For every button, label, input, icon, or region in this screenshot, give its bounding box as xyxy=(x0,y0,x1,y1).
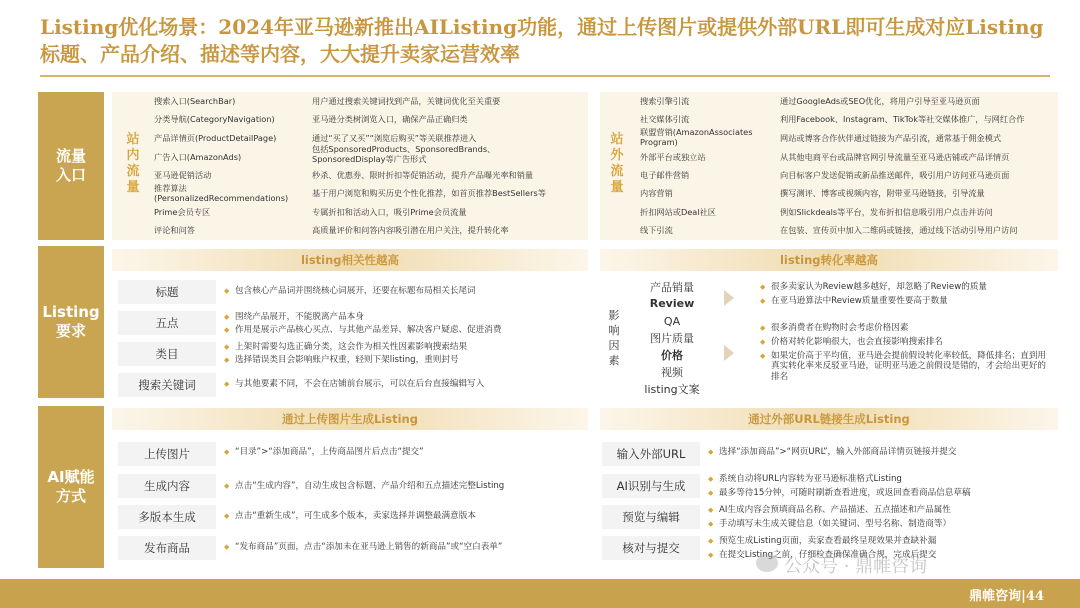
offsite-desc: 网站或博客合作伙伴通过链接为产品引流，通常基于佣金模式 xyxy=(780,133,1002,143)
offsite-desc: 通过GoogleAds或SEO优化，将用户引导至亚马逊页面 xyxy=(780,96,980,106)
onsite-name: 亚马逊促销活动 xyxy=(154,170,212,180)
listing-row-label: 搜索关键词 xyxy=(118,373,216,397)
onsite-name: 推荐算法(PersonalizedRecommendations) xyxy=(154,183,289,203)
offsite-desc: 向目标客户发送促销或新品推送邮件，吸引用户访问亚马逊页面 xyxy=(780,170,1010,180)
offsite-desc: 从其他电商平台或品牌官网引导流量至亚马逊店铺或产品详情页 xyxy=(780,152,1010,162)
ai-step-label: 上传图片 xyxy=(118,442,216,466)
ai-step-bullet: ◆ 选择“添加商品”>“网页URL”，输入外部商品详情页链接并提交 xyxy=(708,447,1052,457)
ai-image-header: 通过上传图片生成Listing xyxy=(112,408,588,430)
offsite-desc: 利用Facebook、Instagram、TikTok等社交媒体推广，与网红合作 xyxy=(780,114,1025,124)
onsite-name: 产品详情页(ProductDetailPage) xyxy=(154,133,277,143)
watermark: 公众号 · 鼎帷咨询 xyxy=(784,556,928,577)
listing-bullet: ◆ 上架时需要勾选正确分类，这会作为相关性因素影响搜索结果 xyxy=(224,342,594,352)
offsite-name: 联盟营销(AmazonAssociates Program) xyxy=(640,127,753,147)
ai-step-bullet: ◆ 手动填写未生成关键信息（如关键词、型号名称、制造商等） xyxy=(708,519,1052,529)
onsite-desc: 基于用户浏览和购买历史个性化推荐，如首页推荐BestSellers等 xyxy=(312,188,546,198)
onsite-desc: 亚马逊分类树浏览入口，确保产品正确归类 xyxy=(312,114,468,124)
ai-url-header: 通过外部URL链接生成Listing xyxy=(600,408,1058,430)
onsite-desc: 包括SponsoredProducts、SponsoredBrands、SponsoredDisplay等广告形式 xyxy=(312,144,496,164)
listing-bullet: ◆ 围绕产品展开，不能脱离产品本身 xyxy=(224,312,594,322)
ai-step-bullet: ◆ AI生成内容会预填商品名称、产品描述、五点描述和产品属性 xyxy=(708,505,1052,515)
ai-step-bullet: ◆ 最多等待15分钟，可随时刷新查看进度，或返回查看商品信息草稿 xyxy=(708,488,1052,498)
onsite-name: 广告入口(AmazonAds) xyxy=(154,152,242,162)
offsite-name: 折扣网站或Deal社区 xyxy=(640,207,716,217)
ai-step-label: 发布商品 xyxy=(118,536,216,560)
review-bullet: ◆ 在亚马逊算法中Review质量重要性要高于数量 xyxy=(760,296,1050,306)
price-bullet: ◆ 如果定价高于平均值，亚马逊会提前假设转化率较低，降低排名；直到用真实转化率来反驳亚马逊，证明亚马逊之前假设是错的，才会给出更好的排名 xyxy=(760,351,1054,382)
onsite-desc: 秒杀、优惠券、限时折扣等促销活动，提升产品曝光率和销量 xyxy=(312,170,534,180)
offsite-name: 搜索引擎引流 xyxy=(640,96,690,106)
offsite-desc: 撰写测评、博客或视频内容，附带亚马逊链接，引导流量 xyxy=(780,188,985,198)
onsite-desc: 高质量评价和问答内容吸引潜在用户关注，提升转化率 xyxy=(312,225,509,235)
page-title: Listing优化场景：2024年亚马逊新推出AIListing功能，通过上传图片或提供外部URL即可生成对应Listing标题、产品介绍、描述等内容，大大提升卖家运营效率 xyxy=(40,15,1044,66)
factor-item-price: 价格 xyxy=(661,349,683,362)
listing-bullet: ◆ 与其他要素不同，不会在店铺前台展示，可以在后台直接编辑写入 xyxy=(224,379,594,389)
ai-step-bullet: ◆ 点击“生成内容”，自动生成包含标题、产品介绍和五点描述完整Listing xyxy=(224,481,594,491)
ai-step-label: 核对与提交 xyxy=(602,536,700,560)
factor-item: listing文案 xyxy=(644,383,700,396)
section-label-traffic: 流量 入口 xyxy=(38,92,104,240)
price-bullet: ◆ 很多消费者在购物时会考虑价格因素 xyxy=(760,323,1050,333)
ai-step-label: 输入外部URL xyxy=(602,442,700,466)
onsite-name: Prime会员专区 xyxy=(154,207,211,217)
factor-item: QA xyxy=(663,315,681,328)
factor-item-review: Review xyxy=(649,297,695,310)
ai-step-label: 生成内容 xyxy=(118,474,216,498)
ai-step-bullet: ◆ “目录”>“添加商品”，上传商品图片后点击“提交” xyxy=(224,447,594,457)
footer-bar xyxy=(0,579,1080,608)
section-label-ai: AI赋能 方式 xyxy=(38,406,104,568)
listing-row-label: 五点 xyxy=(118,311,216,335)
onsite-name: 搜索入口(SearchBar) xyxy=(154,96,236,106)
listing-bullet: ◆ 选择错误类目会影响账户权重，轻则下架listing，重则封号 xyxy=(224,355,594,365)
factor-item: 视频 xyxy=(661,366,683,379)
offsite-desc: 例如Slickdeals等平台，发布折扣信息吸引用户点击并访问 xyxy=(780,207,993,217)
ai-step-bullet: ◆ 点击“重新生成”，可生成多个版本，卖家选择并调整最满意版本 xyxy=(224,511,594,521)
offsite-name: 外部平台或独立站 xyxy=(640,152,706,162)
onsite-desc: 专属折扣和活动入口，吸引Prime会员流量 xyxy=(312,207,467,217)
onsite-name: 分类导航(CategoryNavigation) xyxy=(154,114,275,124)
offsite-desc: 在包装、宣传页中加入二维码或链接，通过线下活动引导用户访问 xyxy=(780,225,1018,235)
listing-row-label: 类目 xyxy=(118,342,216,366)
onsite-desc: 用户通过搜索关键词找到产品，关键词优化至关重要 xyxy=(312,96,501,106)
section-label-listing: Listing 要求 xyxy=(38,246,104,398)
onsite-traffic-label: 站 内 流 量 xyxy=(126,132,140,195)
onsite-name: 评论和问答 xyxy=(154,225,195,235)
listing-bullet: ◆ 作用是展示产品核心买点、与其他产品差异、解决客户疑虑、促进消费 xyxy=(224,325,594,335)
listing-relevance-header: listing相关性越高 xyxy=(112,249,588,271)
price-bullet: ◆ 价格对转化影响很大，也会直接影响搜索排名 xyxy=(760,337,1050,347)
footer-logo: 鼎帷咨询|44 xyxy=(969,589,1044,604)
listing-conversion-header: listing转化率越高 xyxy=(600,249,1058,271)
listing-bullet: ◆ 包含核心产品词并围绕核心词展开，还要在标题布局相关长尾词 xyxy=(224,286,594,296)
offsite-name: 内容营销 xyxy=(640,188,673,198)
title-divider xyxy=(40,75,1050,77)
factor-label: 影 响 因 素 xyxy=(608,309,620,367)
ai-step-label: 预览与编辑 xyxy=(602,505,700,529)
price-arrow xyxy=(724,345,734,361)
ai-step-bullet: ◆ “发布商品”页面，点击“添加未在亚马逊上销售的新商品”或“空白表单” xyxy=(224,542,594,552)
offsite-name: 线下引流 xyxy=(640,225,673,235)
offsite-name: 电子邮件营销 xyxy=(640,170,690,180)
ai-step-bullet: ◆ 系统自动将URL内容转为亚马逊标准格式Listing xyxy=(708,474,1052,484)
ai-step-bullet: ◆ 预览生成Listing页面，卖家查看最终呈现效果并查缺补漏 xyxy=(708,536,1052,546)
offsite-traffic-label: 站 外 流 量 xyxy=(610,132,624,195)
ai-step-label: AI识别与生成 xyxy=(602,474,700,498)
offsite-name: 社交媒体引流 xyxy=(640,114,690,124)
review-arrow xyxy=(724,290,734,306)
factor-item: 图片质量 xyxy=(650,332,694,345)
listing-row-label: 标题 xyxy=(118,280,216,304)
factor-item: 产品销量 xyxy=(650,281,694,294)
ai-step-label: 多版本生成 xyxy=(118,505,216,529)
ai-step-bullet: ◆ 在提交Listing之前，仔细检查确保准确合规，完成后提交 xyxy=(708,550,1052,560)
onsite-desc: 通过“买了又买”“浏览后购买”等关联推荐进入 xyxy=(312,133,477,143)
review-bullet: ◆ 很多卖家认为Review越多越好，却忽略了Review的质量 xyxy=(760,282,1050,292)
